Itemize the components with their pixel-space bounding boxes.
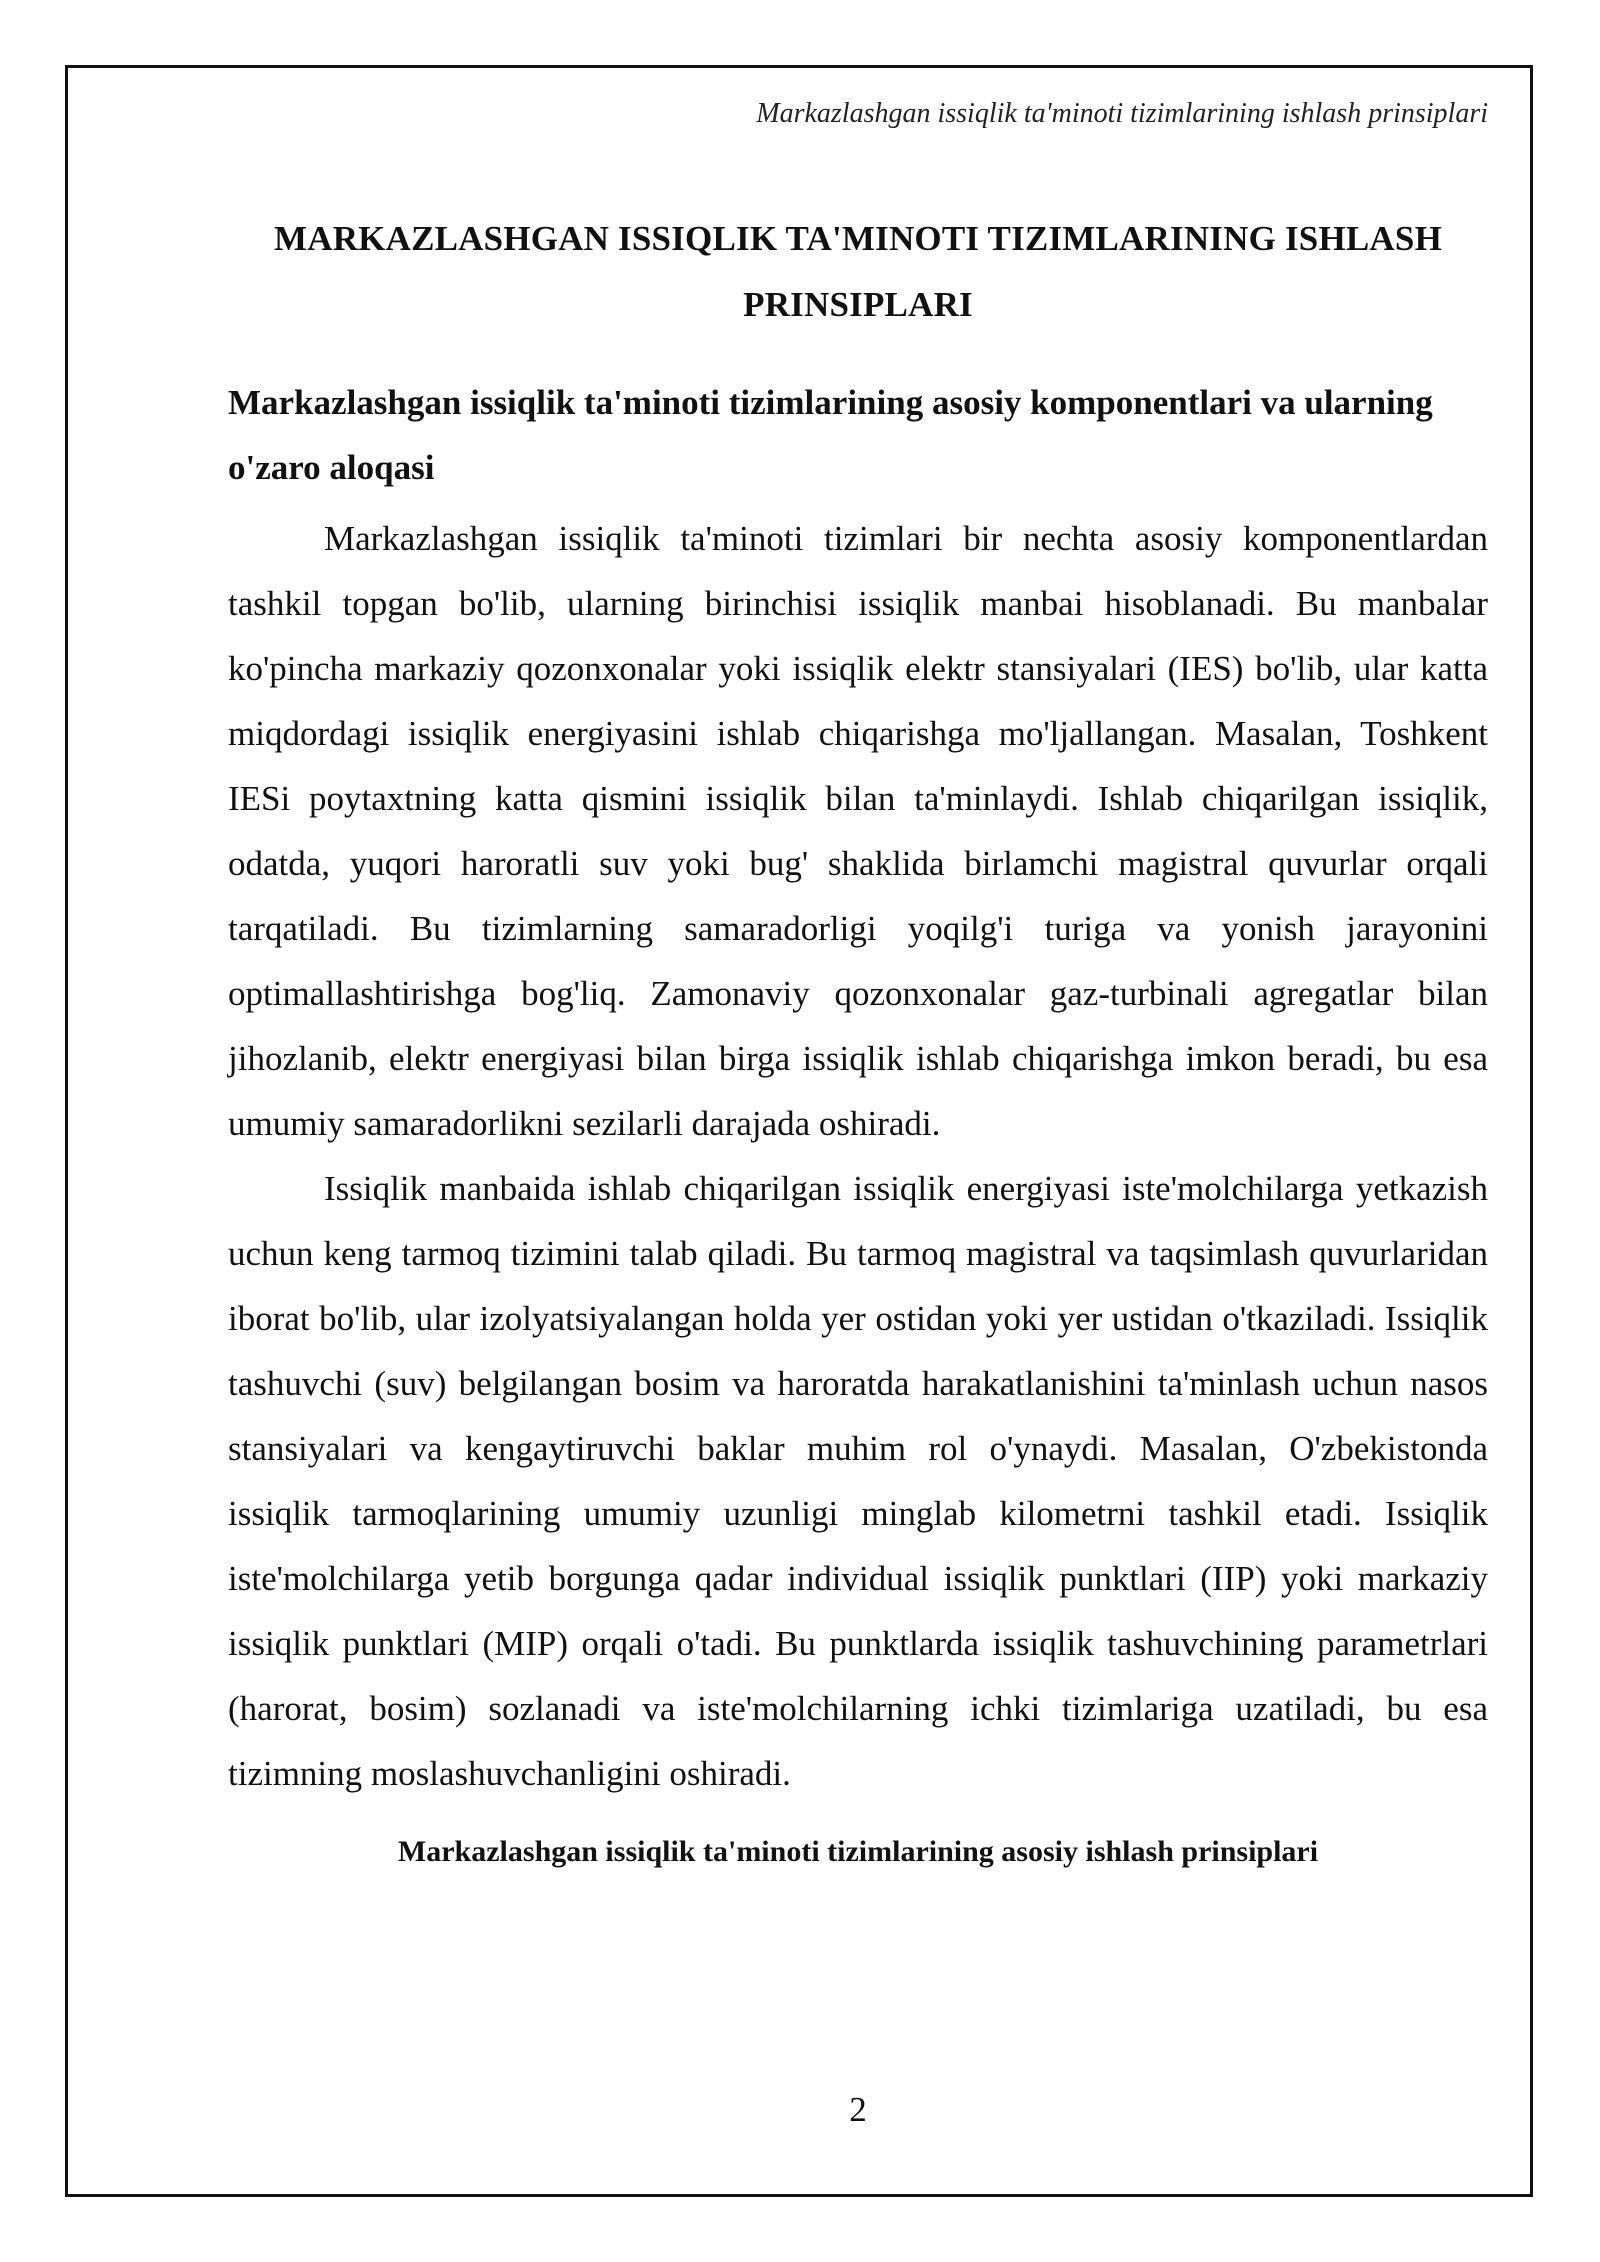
subsection-heading: Markazlashgan issiqlik ta'minoti tizimlarining asosiy ishlash prinsiplari [397,1835,1319,1868]
paragraph-2: Issiqlik manbaida ishlab chiqarilgan issiqlik energiyasi iste'molchilarga yetkazish uchun keng tarmoq tizimini talab qiladi. Bu tarmoq magistral va taqsimlash quvurlaridan iborat bo'lib, ular izolyatsiyalangan holda yer ostidan yoki yer ustidan o'tkaziladi. Issiqlik tashuvchi (suv) belgilangan bosim va haroratda harakatlanishini ta'minlash uchun nasos stansiyalari va kengaytiruvchi baklar muhim rol o'ynaydi. Masalan, O'zbekistonda issiqlik tarmoqlarining umumiy uzunligi minglab kilometrni tashkil etadi. Issiqlik iste'molchilarga yetib borgunga qadar individual issiqlik punktlari (IIP) yoki markaziy issiqlik punktlari (MIP) orqali o'tadi. Bu punktlarda issiqlik tashuvchining parametrlari (harorat, bosim) sozlanadi va iste'molchilarning ichki tizimlariga uzatiladi, bu esa tizimning moslashuvchanligini oshiradi. [228,1169,1488,1793]
document-title: MARKAZLASHGAN ISSIQLIK TA'MINOTI TIZIMLARINING ISHLASH PRINSIPLARI [273,219,1442,324]
running-header: Markazlashgan issiqlik ta'minoti tizimlarining ishlash prinsiplari [756,98,1488,129]
page-number: 2 [849,2090,867,2129]
paragraph-1: Markazlashgan issiqlik ta'minoti tizimlari bir nechta asosiy komponentlardan tashkil topgan bo'lib, ularning birinchisi issiqlik manbai hisoblanadi. Bu manbalar ko'pincha markaziy qozonxonalar yoki issiqlik elektr stansiyalari (IES) bo'lib, ular katta miqdordagi issiqlik energiyasini ishlab chiqarishga mo'ljallangan. Masalan, Toshkent IESi poytaxtning katta qismini issiqlik bilan ta'minlaydi. Ishlab chiqarilgan issiqlik, odatda, yuqori haroratli suv yoki bug' shaklida birlamchi magistral quvurlar orqali tarqatiladi. Bu tizimlarning samaradorligi yoqilg'i turiga va yonish jarayonini optimallashtirishga bog'liq. Zamonaviy qozonxonalar gaz-turbinali agregatlar bilan jihozlanib, elektr energiyasi bilan birga issiqlik ishlab chiqarishga imkon beradi, bu esa umumiy samaradorlikni sezilarli darajada oshiradi. [228,519,1488,1143]
section-heading: Markazlashgan issiqlik ta'minoti tizimlarining asosiy komponentlari va ularning o'zaro aloqasi [228,383,1433,487]
document-body [228,206,1488,1880]
